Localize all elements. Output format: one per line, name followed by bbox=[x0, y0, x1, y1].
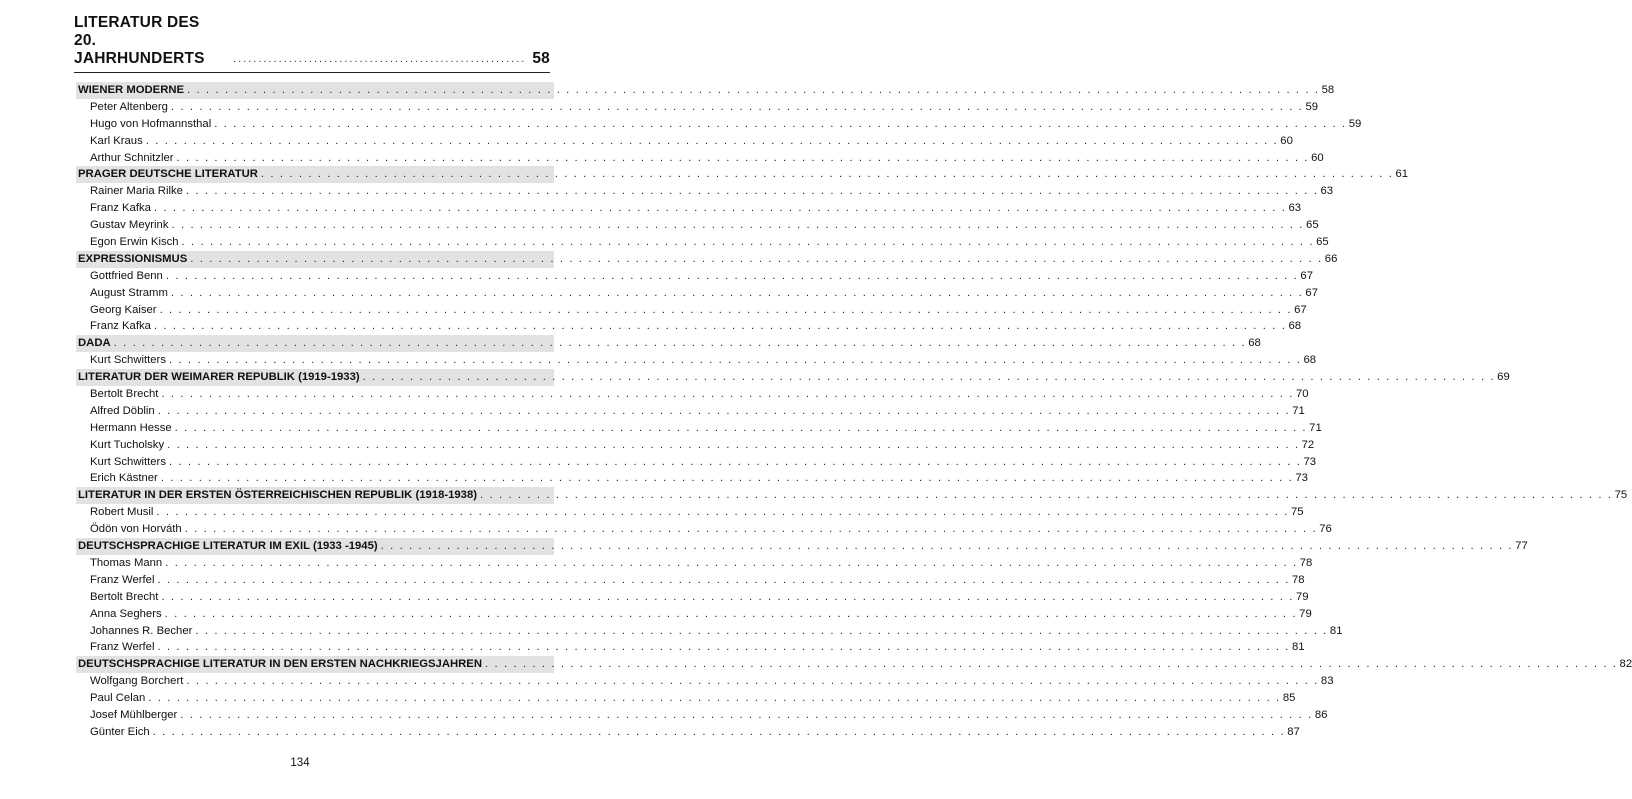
toc-entry-title: Franz Werfel bbox=[90, 641, 155, 654]
leader-dots: . . . . . . . . . . . . . . . . . . . . . . . . . . . . . . . . . . . . . . . . . . . . . . . . . . . . . . . . . . . . . . . . . . . . . . . . . . . . . . . . . . . . . . . . . . . . . . . . . . . . . . . . . . . . . . . . . . . . . . . . bbox=[168, 455, 1302, 468]
toc-entry-row bbox=[76, 285, 1318, 302]
toc-entry-title: Franz Werfel bbox=[90, 573, 155, 586]
leader-dots: . . . . . . . . . . . . . . . . . . . . . . . . . . . . . . . . . . . . . . . . . . . . . . . . . . . . . . . . . . . . . . . . . . . . . . . . . . . . . . . . . . . . . . . . . . . . . . . . . . . . . . . . . . . . . . . . . . . . . . . . bbox=[157, 573, 1290, 586]
toc-page-number: 68 bbox=[1288, 320, 1302, 333]
toc-page-number: 66 bbox=[1324, 252, 1338, 265]
leader-dots: . . . . . . . . . . . . . . . . . . . . . . . . . . . . . . . . . . . . . . . . . . . . . . . . . . . . . . . . . . . . . . . . . . . . . . . . . . . . . . . . . . . . . . . . . . . . . . . . . . . . . . . . . . . . . . . . . . . . . . . . bbox=[156, 506, 1289, 519]
toc-entry-row bbox=[76, 352, 1317, 369]
toc-entry-row bbox=[76, 386, 1309, 403]
toc-page-number: 68 bbox=[1248, 337, 1261, 350]
toc-entry-title: Arthur Schnitzler bbox=[90, 151, 174, 164]
toc-entry-row bbox=[76, 183, 1334, 200]
toc-section-title: DEUTSCHSPRACHIGE LITERATUR IM EXIL (1933 -1945) bbox=[78, 540, 378, 553]
leader-dots: . . . . . . . . . . . . . . . . . . . . . . . . . . . . . . . . . . . . . . . . . . . . . . . . . . . . . . . . . . . . . . . . . . . . . . . . . . . . . . . . . . . . . . . . . . . . . . . . . . . . . . . . . . . . . . . . . . . . . . . . bbox=[160, 472, 1294, 485]
leader-dots: . . . . . . . . . . . . . . . . . . . . . . . . . . . . . . . . . . . . . . . . . . . . . . . . . . . . . . . . . . . . . . . . . . . . . . . . . . . . . . . . . . . . . . . . . . . . . . . . . . . . . . . . . . . . . . . . . . . . . . . . bbox=[362, 371, 1496, 384]
toc-entry-title: Gustav Meyrink bbox=[90, 219, 169, 232]
leader-dots: . . . . . . . . . . . . . . . . . . . . . . . . . . . . . . . . . . . . . . . . . . . . . . . . . . . . . . . . . . . . . . . . . . . . . . . . . . . . . . . . . . . . . . . . . . . . . . . . . . . . . . . . . . . . . . . . . . . . . . . . bbox=[153, 320, 1287, 333]
toc-entry-title: Erich Kästner bbox=[90, 472, 158, 485]
toc-section-title: DEUTSCHSPRACHIGE LITERATUR IN DEN ERSTEN NACHKRIEGSJAHREN bbox=[78, 658, 482, 671]
leader-dots: . . . . . . . . . . . . . . . . . . . . . . . . . . . . . . . . . . . . . . . . . . . . . . . . . . . . . . . . . . . . . . . . . . . . . . . . . . . . . . . . . . . . . . . . . . . . . . . . . . . . . . . . . . . . . . . . . . . . . . . . bbox=[152, 725, 1286, 738]
toc-entry-title: Johannes R. Becher bbox=[90, 624, 193, 637]
toc-page-number: 60 bbox=[1280, 134, 1293, 147]
leader-dots: . . . . . . . . . . . . . . . . . . . . . . . . . . . . . . . . . . . . . . . . . . . . . . . . . . . . . . . . . . . . . . . . . . . . . . . . . . . . . . . . . . . . . . . . . . . . . . . . . . . . . . . . . . . . . . . . . . . . . . . . bbox=[214, 117, 1347, 130]
chapter-rule bbox=[74, 72, 550, 73]
toc-entry-title: Bertolt Brecht bbox=[90, 590, 159, 603]
leader-dots: . . . . . . . . . . . . . . . . . . . . . . . . . . . . . . . . . . . . . . . . . . . . . . . . . . . . . . . . . . . . . . . . . . . . . . . . . . . . . . . . . . . . . . . . . . . . . . . . . . . . . . . . . . . . . . . . . . . . . . . . bbox=[157, 641, 1290, 654]
toc-entry-title: Hermann Hesse bbox=[90, 421, 172, 434]
toc-page-number: 86 bbox=[1314, 708, 1328, 721]
toc-page-number: 77 bbox=[1515, 540, 1528, 553]
toc-page-number: 78 bbox=[1292, 573, 1305, 586]
toc-entry-row bbox=[76, 133, 1293, 150]
toc-section-title: WIENER MODERNE bbox=[78, 84, 185, 96]
toc-page-number: 65 bbox=[1316, 236, 1329, 249]
toc-entry-title: Kurt Schwitters bbox=[90, 455, 166, 468]
toc-page-number: 81 bbox=[1292, 641, 1305, 654]
leader-dots: . . . . . . . . . . . . . . . . . . . . . . . . . . . . . . . . . . . . . . . . . . . . . . . . . . . . . . . . . . . . . . . . . . . . . . . . . . . . . . . . . . . . . . . . . . . . . . . . . . . . . . . . . . . . . . . . . . . . . . . . bbox=[165, 556, 1298, 569]
leader-dots: . . . . . . . . . . . . . . . . . . . . . . . . . . . . . . . . . . . . . . . . . . . . . . . . . . . . . . . . . . . . . . . . . . . . . . . . . . . . . . . . . . . . . . . . . . . . . . . . . . . . . . . . . . . . . . . . . . . . . . . . bbox=[164, 607, 1298, 620]
toc-page-number: 75 bbox=[1290, 506, 1304, 519]
toc-entry-title: Peter Altenberg bbox=[90, 100, 168, 113]
leader-dots: . . . . . . . . . . . . . . . . . . . . . . . . . . . . . . . . . . . . . . . . . . . . . . . . . . . . . . . . . . . . . . . . . . . . . . . . . . . . . . . . . . . . . . . . . . . . . . . . . . . . . . . . . . . . . . . . . . . . . . . . bbox=[176, 151, 1310, 164]
leader-dots: . . . . . . . . . . . . . . . . . . . . . . . . . . . . . . . . . . . . . . . . . . . . . . . . . . . . . . . . . . . . . . . . . . . . . . . . . . . . . . . . . . . . . . . . . . . . . . . . . . . . . . . . . . . . . . . . . . . . . . . . bbox=[168, 354, 1302, 367]
toc-entry-title: Kurt Schwitters bbox=[90, 354, 166, 367]
toc-page-number: 61 bbox=[1395, 168, 1409, 181]
toc-page-number: 79 bbox=[1299, 607, 1312, 620]
toc-entry-row bbox=[76, 437, 1315, 454]
toc-page-number: 75 bbox=[1614, 489, 1628, 502]
toc-section-row bbox=[76, 335, 1261, 352]
toc-section-row bbox=[76, 251, 1338, 268]
toc-section-title: DADA bbox=[78, 337, 111, 350]
toc-entry-row bbox=[76, 639, 1305, 656]
leader-dots: . . . . . . . . . . . . . . . . . . . . . . . . . . . . . . . . . . . . . . . . . . . . . . . . . . . . . . . . . . . . . . . . . . . . . . . . . . . . . . . . . . . . . . . . . . . . . . . . . . . . . . . . . . . . . . . . . . . . . . . . bbox=[185, 185, 1319, 198]
toc-entry-row bbox=[76, 318, 1302, 335]
toc-page-number: 68 bbox=[1303, 354, 1317, 367]
leader-dots: . . . . . . . . . . . . . . . . . . . . . . . . . . . . . . . . . . . . . . . . . . . . . . . . . . . . . . . . . . . . . . . . . . . . . . . . . . . . . . . . . . . . . . . . . . . . . . . . . . . . . . . . . . . . . . . . . . . . . . . . bbox=[159, 303, 1293, 316]
leader-dots: . . . . . . . . . . . . . . . . . . . . . . . . . . . . . . . . . . . . . . . . . . . . . . . . . . . . . . . . . . . . . . . . . . . . . . . . . . . . . . . . . . . . . . . . . . . . . . . . . . . . . . . . . . . . . . . . . . . . . . . . bbox=[148, 692, 1281, 705]
leader-dots: . . . . . . . . . . . . . . . . . . . . . . . . . . . . . . . . . . . . . . . . . . . . . . . . . . . . . . . . . . . . . . . . . . . . . . . . . . . . . . . . . . . . . . . . . . . . . . . . . . . . . . . . . . . . . . . . . . . . . . . . bbox=[157, 404, 1291, 417]
leader-dots: . . . . . . . . . . . . . . . . . . . . . . . . . . . . . . . . . . . . . . . . . . . . . . . . . . . . . . . . . . . . . . . . . . . . . . . . . . . . . . . . . . . . . . . . . . . . . . . . . . . . . . . . . . . . . . . . . . . . . . . . bbox=[174, 421, 1308, 434]
leader-dots: . . . . . . . . . . . . . . . . . . . . . . . . . . . . . . . . . . . . . . . . . . . . . . . . . . . . . . . . . . . . . . . . . . . . . . . . . . . . . . . . . . . . . . . . . . . . . . . . . . . . . . . . . . . . . . . . . . . . . . . . bbox=[186, 675, 1319, 688]
toc-page-number: 67 bbox=[1294, 303, 1307, 316]
toc-entry-row bbox=[76, 200, 1302, 217]
toc-entry-row bbox=[76, 673, 1334, 690]
toc-page-number: 63 bbox=[1288, 202, 1302, 215]
toc-page-number: 70 bbox=[1296, 388, 1309, 401]
toc-page-number: 85 bbox=[1282, 692, 1296, 705]
toc-entry-row bbox=[76, 555, 1313, 572]
toc-entry-row bbox=[76, 403, 1305, 420]
toc-entry-row bbox=[76, 470, 1308, 487]
chapter-title: LITERATUR DES 20. JAHRHUNDERTS bbox=[74, 14, 205, 67]
leader-dots: . . . . . . . . . . . . . . . . . . . . . . . . . . . . . . . . . . . . . . . . . . . . . . . . . . . . . . . . . . . . . . . . . . . . . . . . . . . . . . . . . . . . . . . . . . . . . . . . . . . . . . . . . . . . . . . . . . . . . . . . bbox=[380, 540, 1514, 553]
chapter-heading bbox=[74, 14, 550, 68]
toc-entry-row bbox=[76, 521, 1332, 538]
toc-page-number: 59 bbox=[1305, 100, 1319, 113]
toc-entry-title: Robert Musil bbox=[90, 506, 154, 519]
toc-entry-row bbox=[76, 217, 1319, 234]
leader-dots: . . . . . . . . . . . . . . . . . . . . . . . . . . . . . . . . . . . . . . . . . . . . . . . . . . . . . . . . . . . . . . . . . . . . . . . . . . . . . . . . . . . . . . . . . . . . . . . . . . . . . . . . . . . . . . . . . . . . . . . . bbox=[180, 708, 1313, 721]
toc-page-number: 73 bbox=[1295, 472, 1308, 485]
toc-section-title: LITERATUR DER WEIMARER REPUBLIK (1919-1933) bbox=[78, 371, 360, 384]
leader-dots: . . . . . . . . . . . . . . . . . . . . . . . . . . . . . . . . . . . . . . . . . . . . . . . . . . . . . . . . . . . . . . . . . . . . . . . . . . . . . . . . . . . . . . . . . . . . . . . . . . . . . . . . . . . . . . . . . . . . . . . . bbox=[187, 84, 1320, 96]
toc-entry-row bbox=[76, 504, 1304, 521]
toc-entry-title: Gottfried Benn bbox=[90, 269, 163, 282]
toc-entry-title: Rainer Maria Rilke bbox=[90, 185, 183, 198]
leader-dots: . . . . . . . . . . . . . . . . . . . . . . . . . . . . . . . . . . . . . . . . . . . . . . . . . . . . . . . . . . . . . . . . . . . . . . . . . . . . . . . . . . . . . . . . . . . . . . . . . . . . . . . . . . . . . . . . . . . . . . . . bbox=[161, 388, 1294, 401]
toc-entry-title: Thomas Mann bbox=[90, 556, 163, 569]
toc-entry-row bbox=[76, 268, 1313, 285]
leader-dots: . . . . . . . . . . . . . . . . . . . . . . . . . . . . . . . . . . . . . . . . . . . . . . . . . . . . . . . . . . . . . . . . . . . . . . . . . . . . . . . . . . . . . . . . . . . . . . . . . . . . . . . . . . . . . . . . . . . . . . . . bbox=[190, 252, 1323, 265]
toc-entry-title: Alfred Döblin bbox=[90, 404, 155, 417]
leader-dots: . . . . . . . . . . . . . . . . . . . . . . . . . . . . . . . . . . . . . . . . . . . . . . . . . . . . . . . . . . . . . . . . . . . . . . . . . . . . . . . . . . . . . . . . . . . . . . . . . . . . . . . . . . . . . . . . . . . . . . . . bbox=[153, 202, 1287, 215]
toc-entry-title: Egon Erwin Kisch bbox=[90, 236, 179, 249]
toc-page-number: 60 bbox=[1311, 151, 1324, 164]
page-footer-number: 134 bbox=[290, 757, 310, 769]
toc-entry-title: Günter Eich bbox=[90, 725, 150, 738]
toc-entry-row bbox=[76, 707, 1328, 724]
toc-page-number: 87 bbox=[1287, 725, 1300, 738]
toc-page-number: 79 bbox=[1296, 590, 1309, 603]
toc-page-number: 72 bbox=[1301, 438, 1315, 451]
toc-entry-title: Franz Kafka bbox=[90, 202, 151, 215]
toc-entry-row bbox=[76, 623, 1343, 640]
toc-page-number: 58 bbox=[1321, 84, 1335, 96]
toc-entry-row bbox=[76, 150, 1324, 167]
toc-page-number: 67 bbox=[1300, 269, 1313, 282]
toc-entry-row bbox=[76, 116, 1362, 133]
toc-section-row bbox=[76, 656, 1632, 673]
leader-dots: . . . . . . . . . . . . . . . . . . . . . . . . . . . . . . . . . . . . . . . . . . . . . . . . . . . . . . . . . . . . . . . . . . . . . . . . . . . . . . . . . . . . . . . . . . . . . . . . . . . . . . . . . . . . . . . . . . . . . . . . bbox=[170, 100, 1304, 113]
toc-entry-row bbox=[76, 572, 1305, 589]
leader-dots: . . . . . . . . . . . . . . . . . . . . . . . . . . . . . . . . . . . . . . . . . . . . . . . . . . . . . . . . . . . . . . . . . . . . . . . . . . . . . . . . . . . . . . . . . . . . . . . . . . . . . . . . . . . . . . . . . . . . . . . . bbox=[171, 219, 1305, 232]
toc-entry-row bbox=[76, 420, 1322, 437]
toc-entry-row bbox=[76, 606, 1312, 623]
toc-page-number: 71 bbox=[1292, 404, 1305, 417]
toc-section-row bbox=[76, 82, 1335, 99]
leader-dots: . . . . . . . . . . . . . . . . . . . . . . . . . . . . . . . . . . . . . . . . . . . . . . . . . . . . . . . . . . . . . . . . . . . . . . . . . . . . . . . . . . . . . . . . . . . . . . . . . . . . . . . . . . . . . . . . . . . . . . . . bbox=[165, 269, 1299, 282]
toc-page-number: 76 bbox=[1319, 523, 1332, 536]
toc-entry-title: Paul Celan bbox=[90, 692, 146, 705]
toc-entry-row bbox=[76, 454, 1317, 471]
toc-entry-row bbox=[76, 690, 1296, 707]
toc-entry-row bbox=[76, 99, 1319, 116]
toc-entry-title: Karl Kraus bbox=[90, 134, 143, 147]
toc-entry-title: Anna Seghers bbox=[90, 607, 162, 620]
toc-section-title: LITERATUR IN DER ERSTEN ÖSTERREICHISCHEN REPUBLIK (1918-1938) bbox=[78, 489, 478, 502]
leader-dots: . . . . . . . . . . . . . . . . . . . . . . . . . . . . . . . . . . . . . . . . . . . . . . . . . . . . . . . . . . . . . . . . . . . . . . . . . . . . . . . . . . . . . . . . . . . . . . . . . . . . . . . . . . . . . . . . . . . . . . . . bbox=[195, 624, 1328, 637]
toc-entry-row bbox=[76, 589, 1309, 606]
leader-dots: . . . . . . . . . . . . . . . . . . . . . . . . . . . . . . . . . . . . . . . . . . . . . . . . . . . . . . . . . . . . . . . . . . . . . . . . . . . . . . . . . . . . . . . . . . . . . . . . . . . . . . . . . . . . . . . . . . . . . . . . bbox=[260, 168, 1394, 181]
toc-section-row bbox=[76, 166, 1409, 183]
table-of-contents bbox=[76, 82, 1632, 741]
toc-page-number: 82 bbox=[1619, 658, 1632, 671]
toc-section-row bbox=[76, 369, 1510, 386]
leader-dots: . . . . . . . . . . . . . . . . . . . . . . . . . . . . . . . . . . . . . . . . . . . . . . . . . . . . . . . . . . . . . . . . . . . . . . . . . . . . . . . . . . . . . . . . . . . . . . . . . . . . . . . . . . . . . . . . . . . . . . . . bbox=[181, 236, 1315, 249]
toc-entry-title: Wolfgang Borchert bbox=[90, 675, 184, 688]
toc-entry-title: Bertolt Brecht bbox=[90, 388, 159, 401]
toc-section-row bbox=[76, 487, 1628, 504]
toc-entry-title: Ödön von Horváth bbox=[90, 523, 182, 536]
toc-section-title: EXPRESSIONISMUS bbox=[78, 252, 188, 265]
toc-section-title: PRAGER DEUTSCHE LITERATUR bbox=[78, 168, 258, 181]
toc-entry-title: Kurt Tucholsky bbox=[90, 438, 165, 451]
toc-entry-row bbox=[76, 302, 1307, 319]
toc-page-number: 71 bbox=[1309, 421, 1322, 434]
leader-dots: . . . . . . . . . . . . . . . . . . . . . . . . . . . . . . . . . . . . . . . . . . . . . . . . . . . . . . . . . . . . . . . . . . . . . . . . . . . . . . . . . . . . . . . . . . . . . . . . . . . . . . . . . . . . . . . . . . . . . . . . bbox=[113, 337, 1247, 350]
leader-dots: . . . . . . . . . . . . . . . . . . . . . . . . . . . . . . . . . . . . . . . . . . . . . . . . . . . . . . . . . . . . . . . . . . . . . . . . . . . . . . . . . . . . . . . . . . . . . . . . . . . . . . . . . . . . . . . . . . . . . . . . bbox=[480, 489, 1613, 502]
leader-dots: . . . . . . . . . . . . . . . . . . . . . . . . . . . . . . . . . . . . . . . . . . . . . . . . . . . . . . . . . . . . . . . . . . . . . . . . . . . . . . . . . . . . . . . . . . . . . . . . . . . . . . . . . . . . . . . . . . . . . . . . bbox=[184, 523, 1318, 536]
toc-page-number: 59 bbox=[1348, 117, 1362, 130]
toc-section-row bbox=[76, 538, 1528, 555]
chapter-leader-dots: .......................................................... bbox=[233, 53, 527, 65]
toc-entry-title: Franz Kafka bbox=[90, 320, 151, 333]
leader-dots: . . . . . . . . . . . . . . . . . . . . . . . . . . . . . . . . . . . . . . . . . . . . . . . . . . . . . . . . . . . . . . . . . . . . . . . . . . . . . . . . . . . . . . . . . . . . . . . . . . . . . . . . . . . . . . . . . . . . . . . . bbox=[161, 590, 1294, 603]
toc-page-number: 83 bbox=[1320, 675, 1334, 688]
leader-dots: . . . . . . . . . . . . . . . . . . . . . . . . . . . . . . . . . . . . . . . . . . . . . . . . . . . . . . . . . . . . . . . . . . . . . . . . . . . . . . . . . . . . . . . . . . . . . . . . . . . . . . . . . . . . . . . . . . . . . . . . bbox=[170, 286, 1304, 299]
toc-page-number: 63 bbox=[1320, 185, 1334, 198]
toc-page-number: 78 bbox=[1299, 556, 1313, 569]
toc-entry-title: Hugo von Hofmannsthal bbox=[90, 117, 212, 130]
toc-page-number: 65 bbox=[1306, 219, 1319, 232]
toc-entry-row bbox=[76, 234, 1329, 251]
toc-entry-title: Josef Mühlberger bbox=[90, 708, 178, 721]
leader-dots: . . . . . . . . . . . . . . . . . . . . . . . . . . . . . . . . . . . . . . . . . . . . . . . . . . . . . . . . . . . . . . . . . . . . . . . . . . . . . . . . . . . . . . . . . . . . . . . . . . . . . . . . . . . . . . . . . . . . . . . . bbox=[167, 438, 1300, 451]
toc-entry-title: Georg Kaiser bbox=[90, 303, 157, 316]
toc-page-number: 67 bbox=[1305, 286, 1318, 299]
leader-dots: . . . . . . . . . . . . . . . . . . . . . . . . . . . . . . . . . . . . . . . . . . . . . . . . . . . . . . . . . . . . . . . . . . . . . . . . . . . . . . . . . . . . . . . . . . . . . . . . . . . . . . . . . . . . . . . . . . . . . . . . bbox=[485, 658, 1618, 671]
toc-entry-row bbox=[76, 724, 1300, 741]
toc-page-number: 81 bbox=[1329, 624, 1343, 637]
toc-entry-title: August Stramm bbox=[90, 286, 168, 299]
toc-page-number: 73 bbox=[1303, 455, 1317, 468]
leader-dots: . . . . . . . . . . . . . . . . . . . . . . . . . . . . . . . . . . . . . . . . . . . . . . . . . . . . . . . . . . . . . . . . . . . . . . . . . . . . . . . . . . . . . . . . . . . . . . . . . . . . . . . . . . . . . . . . . . . . . . . . bbox=[145, 134, 1279, 147]
toc-page-number: 69 bbox=[1497, 371, 1510, 384]
chapter-page-number: 58 bbox=[532, 50, 550, 67]
